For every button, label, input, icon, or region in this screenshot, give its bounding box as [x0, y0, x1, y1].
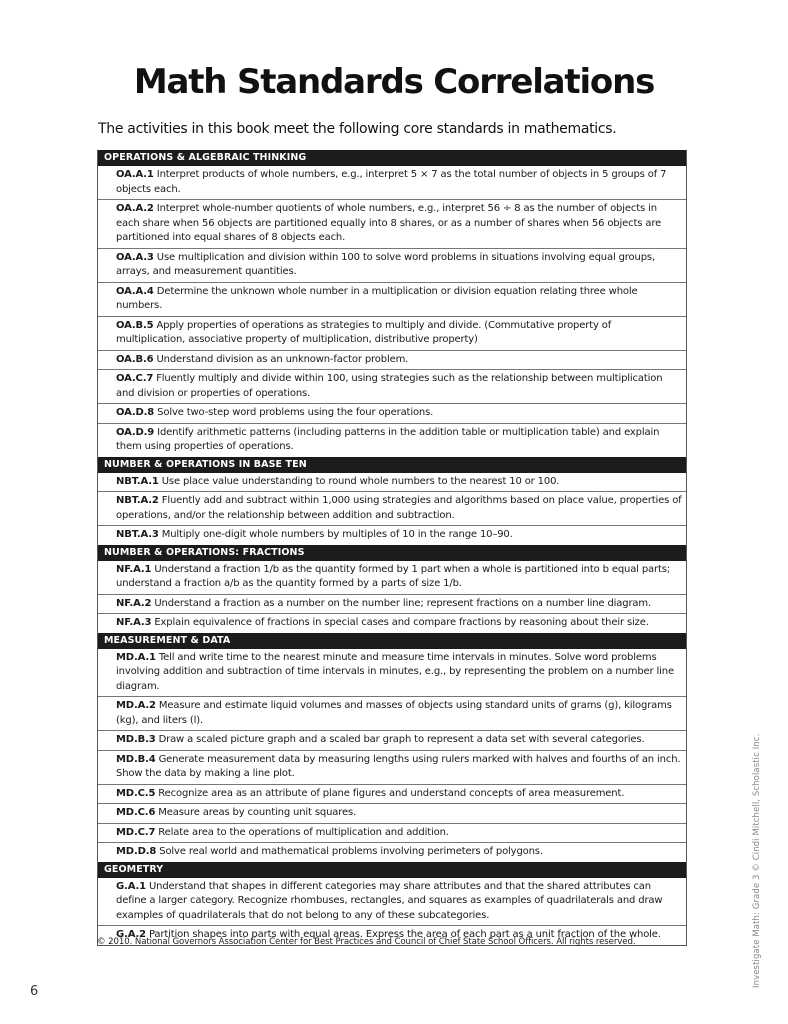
standard-text: Explain equivalence of fractions in special cases and compare fractions by reasoning about their size.: [154, 617, 649, 628]
standard-text: Interpret whole-number quotients of whole numbers, e.g., interpret 56 ÷ 8 as the number of objects in each share when 56 objects are partitioned equally into 8 shares, or as a number of shares when 56 objects are partitioned into equal shares of 8 objects each.: [116, 203, 662, 243]
standard-text: Measure areas by counting unit squares.: [158, 807, 357, 818]
standard-row: [98, 842, 686, 862]
standard-text: Fluently add and subtract within 1,000 using strategies and algorithms based on place value, properties of operations, and/or the relationship between addition and subtraction.: [116, 495, 682, 521]
section-header: NUMBER & OPERATIONS: FRACTIONS: [98, 545, 686, 561]
standard-text: Interpret products of whole numbers, e.g., interpret 5 × 7 as the total number of objects in 5 groups of 7 objects each.: [116, 169, 667, 195]
standard-row: [98, 730, 686, 750]
section-header: GEOMETRY: [98, 862, 686, 878]
standard-row: [98, 784, 686, 804]
standard-text: Fluently multiply and divide within 100, using strategies such as the relationship between multiplication and division or properties of operations.: [116, 373, 663, 399]
standard-text: Solve two-step word problems using the four operations.: [157, 407, 434, 418]
standard-text: Understand a fraction 1/b as the quantity formed by 1 part when a whole is partitioned into b equal parts; understand a fraction a/b as the quantity formed by a parts of size 1/b.: [116, 563, 671, 589]
section-header: NUMBER & OPERATIONS IN BASE TEN: [98, 457, 686, 473]
standard-text: Tell and write time to the nearest minute and measure time intervals in minutes. Solve word problems involving addition and subtraction of time intervals in minutes, e.g., by representing the problem on a number line diagram.: [116, 651, 674, 692]
standard-text: Relate area to the operations of multiplication and addition.: [158, 826, 449, 838]
section-header: MEASUREMENT & DATA: [98, 633, 686, 649]
standard-code: NBT.A.3: [116, 529, 159, 540]
standard-code: G.A.2: [116, 929, 146, 940]
standard-code: G.A.1: [116, 880, 146, 892]
standard-row: [98, 491, 686, 525]
copyright-footnote: © 2010. National Governors Association Center for Best Practices and Council of Chief State School Officers. All rights reserved.: [97, 937, 636, 947]
standard-row: [98, 561, 686, 594]
standard-row: [98, 696, 686, 730]
standard-row: [98, 316, 686, 350]
standard-row: [98, 199, 686, 248]
standards-table: [97, 150, 687, 946]
standard-code: NBT.A.2: [116, 495, 159, 506]
standard-text: Understand a fraction as a number on the number line; represent fractions on a number line diagram.: [154, 597, 652, 609]
standard-text: Use multiplication and division within 100 to solve word problems in situations involving equal groups, arrays, and measurement quantities.: [116, 251, 655, 277]
standard-row: [98, 369, 686, 403]
standard-row: [98, 878, 686, 926]
standard-code: OA.D.9: [116, 426, 155, 438]
page-number: 6: [30, 984, 39, 999]
standard-row: [98, 613, 686, 633]
standard-row: [98, 350, 686, 370]
standard-row: [98, 594, 686, 614]
standard-code: OA.A.1: [116, 169, 154, 180]
standard-text: Understand that shapes in different categories may share attributes and that the shared attributes can define a larger category. Recognize rhombuses, rectangles, and squares as examples of quadrilaterals and draw examples of quadrilaterals that do not belong to any of these subcategories.: [116, 880, 663, 921]
standard-text: Recognize area as an attribute of plane figures and understand concepts of area measurement.: [158, 787, 625, 799]
standard-code: OA.C.7: [116, 373, 154, 384]
standard-row: [98, 525, 686, 545]
standard-code: NF.A.2: [116, 597, 152, 609]
standard-row: [98, 282, 686, 316]
standard-code: NF.A.1: [116, 563, 152, 575]
standard-text: Solve real world and mathematical problems involving perimeters of polygons.: [159, 846, 543, 857]
standard-text: Partition shapes into parts with equal areas. Express the area of each part as a unit fraction of the whole.: [148, 929, 661, 940]
standard-code: MD.A.1: [116, 651, 156, 663]
standard-row: [98, 248, 686, 282]
standard-code: MD.C.5: [116, 787, 156, 799]
standard-text: Understand division as an unknown-factor problem.: [156, 353, 409, 365]
standard-code: OA.A.3: [116, 251, 154, 263]
standard-code: NBT.A.1: [116, 475, 159, 487]
side-credit: Investigate Math: Grade 3 © Cindi Mitchell, Scholastic Inc.: [752, 733, 762, 988]
standard-text: Draw a scaled picture graph and a scaled bar graph to represent a data set with several categories.: [158, 734, 645, 745]
standard-text: Generate measurement data by measuring lengths using rulers marked with halves and fourths of an inch. Show the data by making a line plot.: [116, 753, 681, 779]
standard-code: OA.A.4: [116, 285, 154, 297]
page-subtitle: The activities in this book meet the following core standards in mathematics.: [98, 121, 617, 137]
standard-text: Use place value understanding to round whole numbers to the nearest 10 or 100.: [161, 475, 560, 487]
standard-row: [98, 166, 686, 199]
standard-row: [98, 473, 686, 492]
standard-code: MD.B.3: [116, 734, 156, 745]
section-header: OPERATIONS & ALGEBRAIC THINKING: [98, 150, 686, 166]
standard-text: Multiply one-digit whole numbers by multiples of 10 in the range 10–90.: [161, 529, 513, 540]
standard-row: [98, 823, 686, 843]
standard-row: [98, 403, 686, 423]
standard-row: [98, 649, 686, 697]
standard-code: MD.A.2: [116, 700, 156, 711]
standard-code: MD.D.8: [116, 846, 157, 857]
standard-text: Identify arithmetic patterns (including patterns in the addition table or multiplication table) and explain them using properties of operations.: [116, 426, 660, 452]
standard-row: [98, 803, 686, 823]
standard-row: [98, 750, 686, 784]
standard-code: MD.C.6: [116, 807, 156, 818]
standard-code: OA.A.2: [116, 203, 154, 214]
page-title: Math Standards Correlations: [133, 62, 655, 102]
standard-code: OA.B.5: [116, 319, 154, 331]
standard-text: Apply properties of operations as strategies to multiply and divide. (Commutative property of multiplication, associative property of multiplication, distributive property): [116, 319, 612, 345]
standard-code: MD.B.4: [116, 753, 156, 765]
standard-row: [98, 423, 686, 457]
standard-code: OA.B.6: [116, 353, 154, 365]
standard-code: NF.A.3: [116, 617, 152, 628]
standard-code: OA.D.8: [116, 407, 155, 418]
standard-code: MD.C.7: [116, 826, 156, 838]
standard-text: Measure and estimate liquid volumes and masses of objects using standard units of grams (g), kilograms (kg), and liters (l).: [116, 700, 672, 726]
standard-text: Determine the unknown whole number in a multiplication or division equation relating three whole numbers.: [116, 285, 638, 311]
